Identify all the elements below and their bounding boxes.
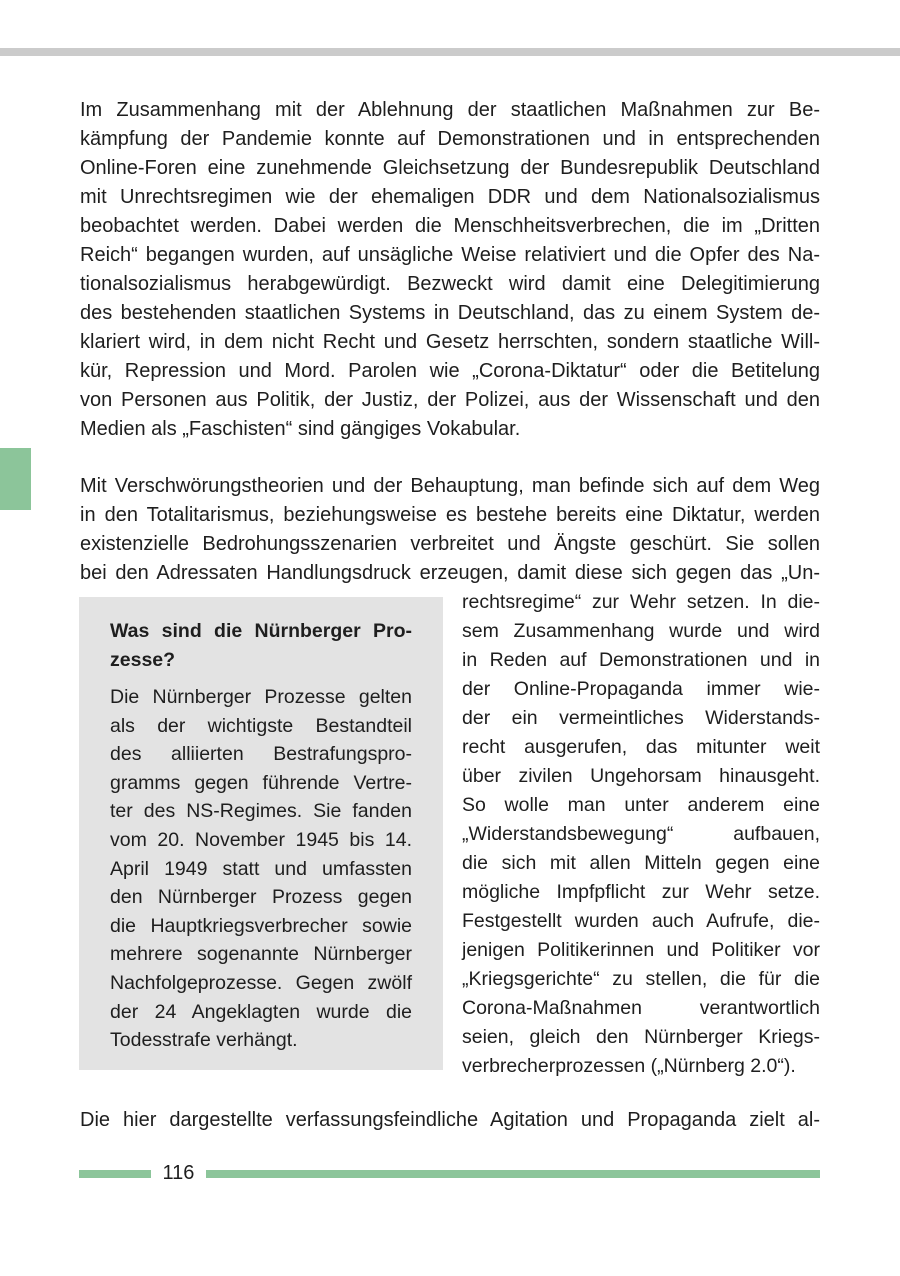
info-box-line: ter des NS-Regimes. Sie fanden xyxy=(110,800,412,823)
paragraph-line: kür, Repression und Mord. Parolen wie „Corona-Diktatur“ oder die Betitelung xyxy=(80,360,820,382)
paragraph-line: in Reden auf Demonstrationen und in xyxy=(462,649,820,671)
paragraph-line: beobachtet werden. Dabei werden die Menschheitsverbrechen, die im „Dritten xyxy=(80,215,820,237)
info-box-title-line: zesse? xyxy=(110,649,176,671)
paragraph-line: verbrecherprozessen („Nürnberg 2.0“). xyxy=(462,1055,796,1077)
footer-rule-right xyxy=(206,1170,820,1178)
paragraph-line: von Personen aus Politik, der Justiz, der Polizei, aus der Wissenschaft und den xyxy=(80,389,820,411)
paragraph-line: Reich“ begangen wurden, auf unsägliche Weise relativiert und die Opfer des Na- xyxy=(80,244,820,266)
info-box-line: der 24 Angeklagten wurde die xyxy=(110,1000,412,1023)
info-box-line: als der wichtigste Bestandteil xyxy=(110,714,412,737)
paragraph-line: mögliche Impfpflicht zur Wehr setze. xyxy=(462,881,820,903)
paragraph-2 xyxy=(80,472,820,588)
info-box-line: vom 20. November 1945 bis 14. xyxy=(110,828,412,851)
paragraph-1 xyxy=(80,96,820,444)
paragraph-line: bei den Adressaten Handlungsdruck erzeugen, damit diese sich gegen das „Un- xyxy=(80,562,820,584)
paragraph-line: der ein vermeintliches Widerstands- xyxy=(462,707,820,729)
paragraph-line: Festgestellt wurden auch Aufrufe, die- xyxy=(462,910,820,932)
info-box-line: Die Nürnberger Prozesse gelten xyxy=(110,686,412,708)
paragraph-line: recht ausgerufen, das mitunter weit xyxy=(462,736,820,758)
page-number: 116 xyxy=(162,1162,195,1184)
paragraph-line: Mit Verschwörungstheorien und der Behauptung, man befinde sich auf dem Weg xyxy=(80,475,820,497)
paragraph-line: tionalsozialismus herabgewürdigt. Bezweckt wird damit eine Delegitimierung xyxy=(80,273,820,295)
paragraph-line: seien, gleich den Nürnberger Kriegs- xyxy=(462,1026,820,1048)
paragraph-2-continuation xyxy=(462,588,820,1081)
info-box-line: die Hauptkriegsverbrecher sowie xyxy=(110,914,412,937)
chapter-marker-tab xyxy=(0,448,31,510)
info-box-line: den Nürnberger Prozess gegen xyxy=(110,886,412,909)
paragraph-line: „Widerstandsbewegung“ aufbauen, xyxy=(462,823,820,845)
paragraph-line: über zivilen Ungehorsam hinausgeht. xyxy=(462,765,820,787)
info-box-line: mehrere sogenannte Nürnberger xyxy=(110,943,412,966)
footer-rule-left xyxy=(79,1170,151,1178)
paragraph-line: mit Unrechtsregimen wie der ehemaligen DDR und dem Nationalsozialismus xyxy=(80,186,820,208)
paragraph-line: Im Zusammenhang mit der Ablehnung der staatlichen Maßnahmen zur Be- xyxy=(80,99,820,121)
paragraph-line: Corona-Maßnahmen verantwortlich xyxy=(462,997,820,1019)
info-box-nuernberger-prozesse xyxy=(79,597,443,1070)
paragraph-line: in den Totalitarismus, beziehungsweise es bestehe bereits eine Diktatur, werden xyxy=(80,504,820,526)
info-box-line: gramms gegen führende Vertre- xyxy=(110,771,412,794)
paragraph-3 xyxy=(80,1106,820,1135)
paragraph-line: Online-Foren eine zunehmende Gleichsetzung der Bundesrepublik Deutschland xyxy=(80,157,820,179)
paragraph-line: Die hier dargestellte verfassungsfeindliche Agitation und Propaganda zielt al- xyxy=(80,1109,820,1131)
top-rule xyxy=(0,48,900,56)
paragraph-line: „Kriegsgerichte“ zu stellen, die für die xyxy=(462,968,820,990)
info-box-line: April 1949 statt und umfassten xyxy=(110,857,412,880)
paragraph-line: die sich mit allen Mitteln gegen eine xyxy=(462,852,820,874)
info-box-line: Todesstrafe verhängt. xyxy=(110,1029,298,1052)
paragraph-line: rechtsregime“ zur Wehr setzen. In die- xyxy=(462,591,820,613)
info-box-title xyxy=(110,617,412,675)
paragraph-line: klariert wird, in dem nicht Recht und Gesetz herrschten, sondern staatliche Will- xyxy=(80,331,820,353)
paragraph-line: Medien als „Faschisten“ sind gängiges Vokabular. xyxy=(80,418,521,440)
paragraph-line: existenzielle Bedrohungsszenarien verbreitet und Ängste geschürt. Sie sollen xyxy=(80,533,820,555)
paragraph-line: des bestehenden staatlichen Systems in Deutschland, das zu einem System de- xyxy=(80,302,820,324)
paragraph-line: der Online-Propaganda immer wie- xyxy=(462,678,820,700)
paragraph-line: sem Zusammenhang wurde und wird xyxy=(462,620,820,642)
info-box-body xyxy=(110,683,412,1055)
info-box-line: des alliierten Bestrafungspro- xyxy=(110,743,412,766)
paragraph-line: So wolle man unter anderem eine xyxy=(462,794,820,816)
paragraph-line: jenigen Politikerinnen und Politiker vor xyxy=(462,939,820,961)
info-box-line: Nachfolgeprozesse. Gegen zwölf xyxy=(110,971,412,994)
paragraph-line: kämpfung der Pandemie konnte auf Demonstrationen und in entsprechenden xyxy=(80,128,820,150)
info-box-title-line: Was sind die Nürnberger Pro- xyxy=(110,620,412,642)
